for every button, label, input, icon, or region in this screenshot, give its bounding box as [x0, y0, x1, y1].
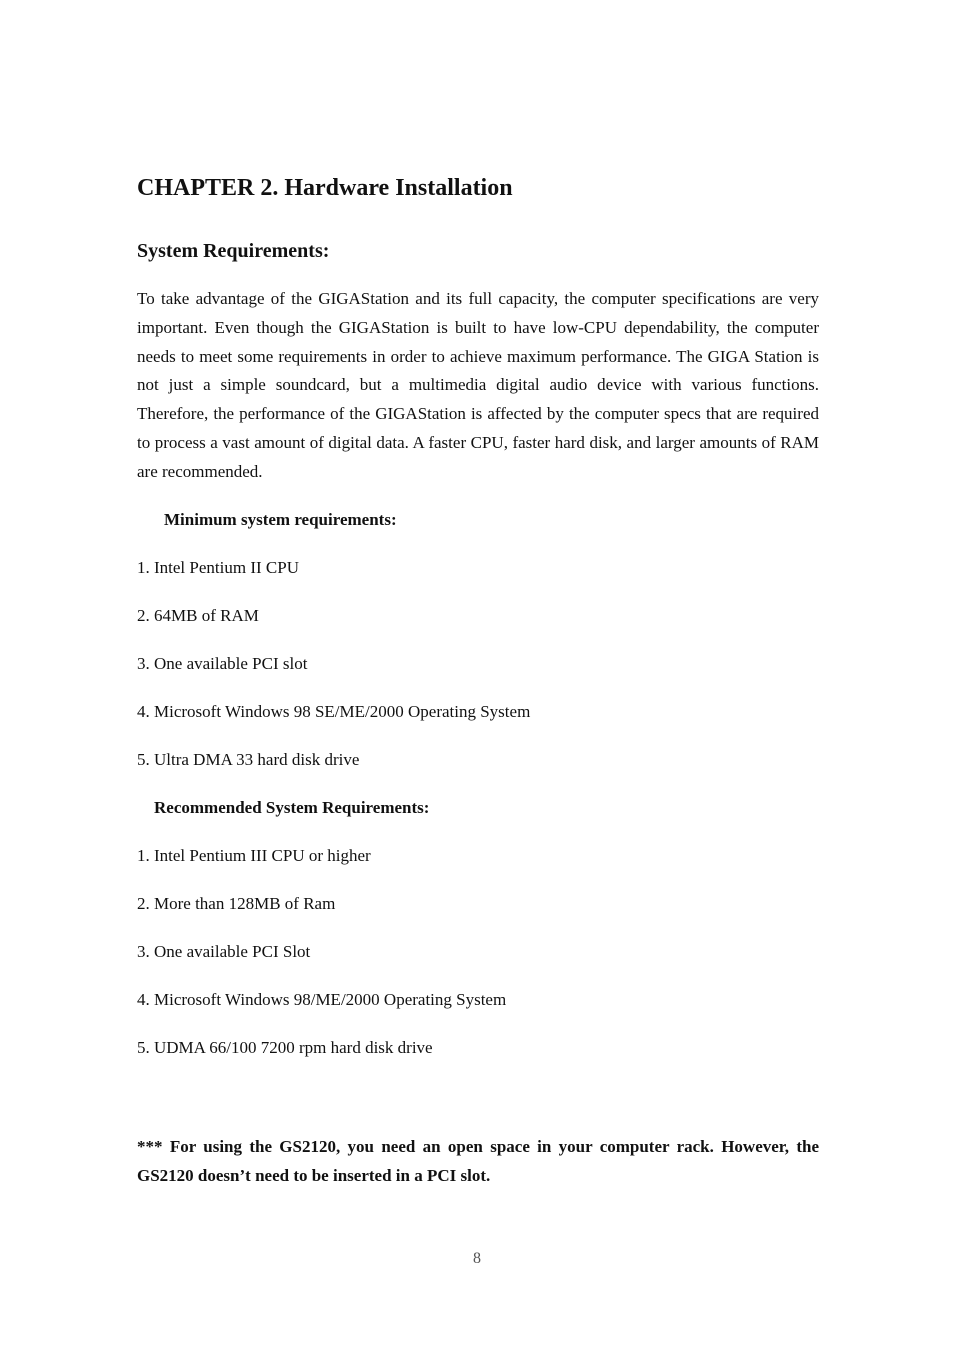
recommended-requirements-heading: Recommended System Requirements:: [154, 798, 430, 817]
page-number: 8: [473, 1250, 481, 1267]
list-item: 3. One available PCI Slot: [137, 942, 311, 961]
list-item: 1. Intel Pentium II CPU: [137, 558, 299, 577]
list-item: 2. More than 128MB of Ram: [137, 894, 336, 913]
rack-space-note: *** For using the GS2120, you need an open space in your computer rack. However, the GS2120 doesn’t need to be inserted in a PCI slot.: [137, 1137, 819, 1185]
chapter-title: CHAPTER 2. Hardware Installation: [137, 175, 513, 201]
list-item: 2. 64MB of RAM: [137, 606, 259, 625]
recommended-requirements-list: [137, 844, 506, 1084]
minimum-requirements-list: [137, 556, 530, 796]
list-item: 4. Microsoft Windows 98 SE/ME/2000 Operating System: [137, 702, 531, 721]
minimum-requirements-heading: Minimum system requirements:: [164, 510, 397, 529]
list-item: 5. UDMA 66/100 7200 rpm hard disk drive: [137, 1038, 433, 1057]
intro-paragraph: To take advantage of the GIGAStation and its full capacity, the computer specifications are very important. Even though the GIGAStation is built to have low-CPU dependability, the computer needs to meet some requirements in order to achieve maximum performance. The GIGA Station is not just a simple soundcard, but a multimedia digital audio device with various functions. Therefore, the performance of the GIGAStation is affected by the computer specs that are required to process a vast amount of digital data. A faster CPU, faster hard disk, and larger amounts of RAM are recommended.: [137, 289, 819, 481]
section-title: System Requirements:: [137, 240, 330, 262]
list-item: 1. Intel Pentium III CPU or higher: [137, 846, 371, 865]
list-item: 4. Microsoft Windows 98/ME/2000 Operating System: [137, 990, 507, 1009]
list-item: 5. Ultra DMA 33 hard disk drive: [137, 750, 360, 769]
list-item: 3. One available PCI slot: [137, 654, 308, 673]
